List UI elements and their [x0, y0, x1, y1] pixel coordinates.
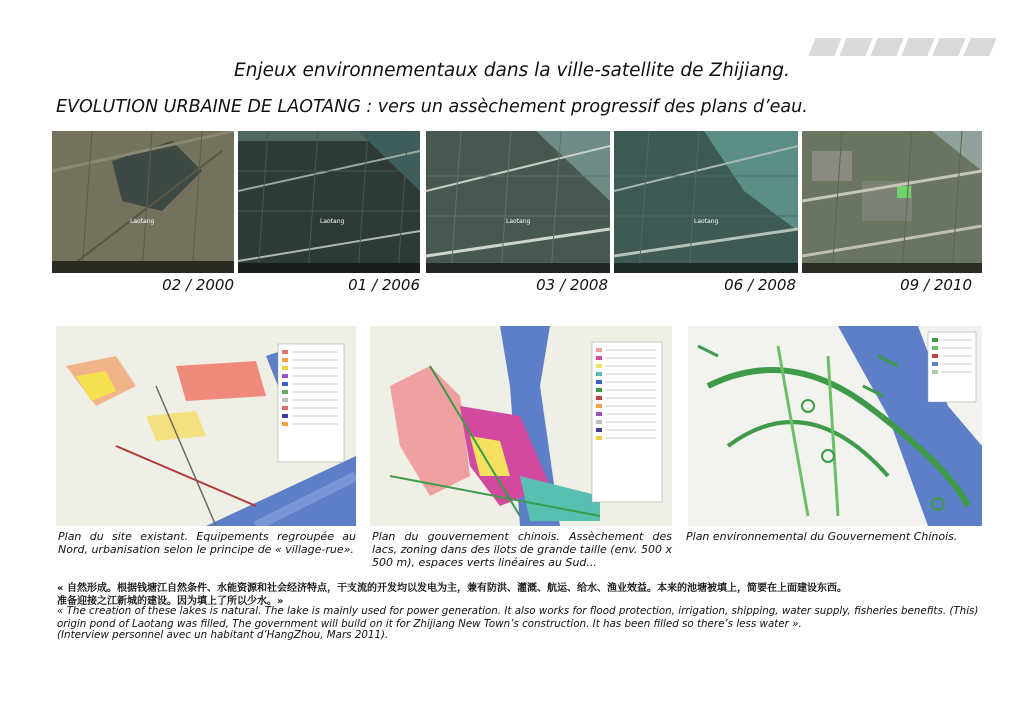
photo-date-2010: 09 / 2010 [900, 276, 972, 294]
map-environmental-plan [688, 326, 982, 526]
caption-environmental-plan: Plan environnemental du Gouvernement Chinois. [686, 530, 958, 543]
photo-date-2000: 02 / 2000 [162, 276, 234, 294]
quote-chinese-line-2: 准备迎接之江新城的建设。因为填上了所以少水。» [57, 596, 284, 607]
photo-date-2006: 01 / 2006 [348, 276, 420, 294]
page-subtitle: EVOLUTION URBAINE DE LAOTANG : vers un assèchement progressif des plans d’eau. [56, 97, 808, 117]
satellite-photo-2000 [52, 131, 234, 273]
quote-chinese-line-1: « 自然形成。根据钱塘江自然条件、水能资源和社会经济特点，干支流的开发均以发电为主，兼有防洪、灌溉、航运、给水、渔业效益。本来的池塘被填上，简要在上面建设东西。 [57, 583, 847, 594]
photo-label-laotang: Laotang [320, 218, 345, 225]
satellite-photo-2006 [238, 131, 420, 273]
photo-date-2008-03: 03 / 2008 [536, 276, 608, 294]
photo-label-laotang: Laotang [130, 218, 155, 225]
photo-label-laotang: Laotang [506, 218, 531, 225]
photo-label-laotang: Laotang [694, 218, 719, 225]
quote-source: (Interview personnel avec un habitant d’HangZhou, Mars 2011). [57, 629, 389, 641]
header-stripes-decoration [812, 38, 994, 56]
satellite-photo-2010 [802, 131, 982, 273]
map-existing-site [56, 326, 356, 526]
caption-government-plan: Plan du gouvernement chinois. Assèchement des lacs, zoning dans des ilots de grande taille (env. 500 x 500 m), espaces verts linéaires au Sud... [372, 530, 672, 569]
page-title: Enjeux environnementaux dans la ville-satellite de Zhijiang. [234, 60, 790, 81]
map-government-plan [370, 326, 672, 526]
satellite-photo-2008-03 [426, 131, 610, 273]
satellite-photo-2008-06 [614, 131, 798, 273]
caption-existing-site: Plan du site existant. Equipements regroupée au Nord, urbanisation selon le principe de « village-rue». [58, 530, 356, 556]
quote-english: « The creation of these lakes is natural. The lake is mainly used for power generation. It also works for flood protection, irrigation, shipping, water supply, fisheries benefits. (This) origin pond of Laotang was filled, The government will build on it for Zhijiang New Town’s construction. It has been filled so there’s less water ». [57, 605, 979, 630]
photo-date-2008-06: 06 / 2008 [724, 276, 796, 294]
